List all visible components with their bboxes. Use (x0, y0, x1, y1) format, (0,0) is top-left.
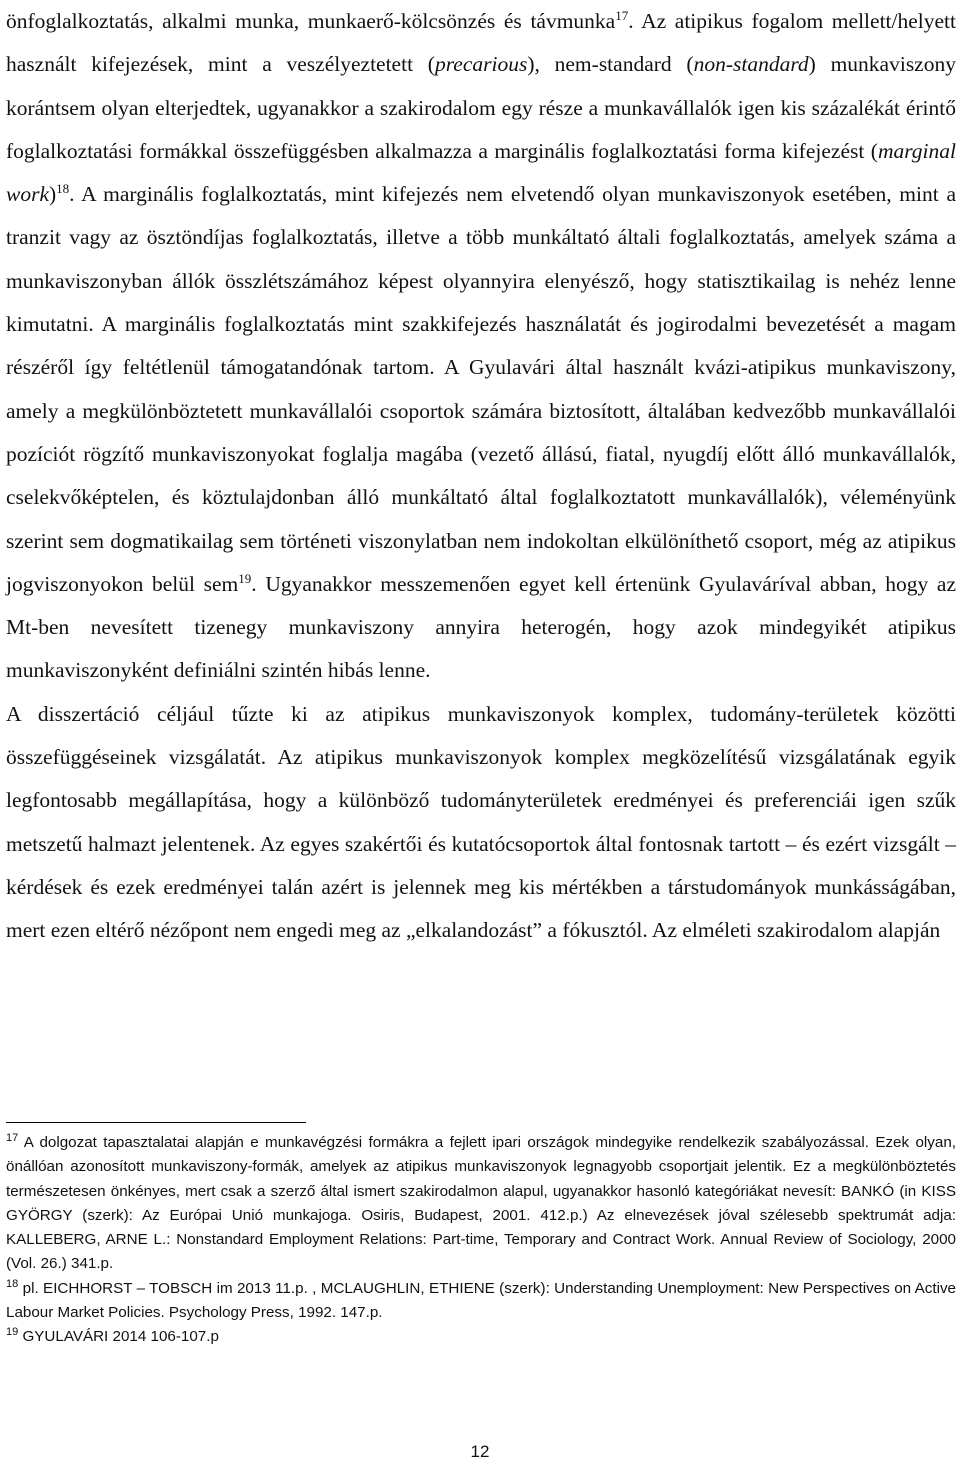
paragraph-2: A disszertáció céljául tűzte ki az atipikus munkaviszonyok komplex, tudomány-területek közötti összefüggéseinek vizsgálatát. Az atipikus munkaviszonyok komplex megközelítésű vizsgálatának egyik legfontosabb megállapítása, hogy a különböző tudományterületek eredményei és preferenciái igen szűk metszetű halmazt jelentenek. Az egyes szakértői és kutatócsoportok által fontosnak tartott – és ezért vizsgált – kérdések és ezek eredményei talán azért is jelennek meg kis mértékben a társtudományok munkásságában, mert ezen eltérő nézőpont nem engedi meg az „elkalandozást” a fókusztól. Az elméleti szakirodalom alapján (6, 701, 956, 943)
text-run: . Az atipikus fogalom mellett/helyett használt kifejezések, mint a veszélyeztetett ( (6, 9, 956, 77)
text-run: . Ugyanakkor messzemenően egyet kell értenünk Gyulaváríval abban, hogy az Mt-ben nevesített tizenegy munkaviszony annyira heterogén, hogy azok mindegyikét atipikus munkaviszonyként definiálni szintén hibás lenne. (6, 571, 957, 683)
text-run: önfoglalkoztatás, alkalmi munka, munkaerő-kölcsönzés és távmunka (6, 9, 616, 33)
footnote-text: A dolgozat tapasztalatai alapján e munkavégzési formákra a fejlett ipari országok mindegyike rendelkezik szabályozással. Ezek olyan, önállóan azonosított munkaviszony-formák, amelyek az atipikus munkaviszonyok legnagyobb csoportjait jelentik. Ez a megkülönböztetés természetesen önkényes, mert csak a szerző által ismert szakirodalmon alapul, ugyanakkor hasonló kategóriákat nevesít: BANKÓ (in KISS GYÖRGY (szerk): Az Európai Unió munkajoga. Osiris, Budapest, 2001. 412.p.) Az elnevezések jóval szélesebb spektrumát adja: KALLEBERG, ARNE L.: Nonstandard Employment Relations: Part-time, Temporary and Contract Work. Annual Review of Sociology, 2000 (Vol. 26.) 341.p. (6, 1134, 956, 1273)
text-run: ) munkaviszony korántsem olyan elterjedtek, ugyanakkor a szakirodalom egy része a munkavállalók igen kis százalékát érintő foglalkoztatási formákkal összefüggésben alkalmazza a marginális foglalkoztatási forma kifejezést ( (6, 52, 956, 163)
footnote-mark: 18 (6, 1277, 19, 1290)
text-run: . A marginális foglalkoztatás, mint kifejezés nem elvetendő olyan munkaviszonyok esetében, mint a tranzit vagy az ösztöndíjas foglalkoztatás, illetve a több munkáltató általi foglalkoztatás, amelyek száma a munkaviszonyban állók összlétszámához képest olyannyira elenyésző, hogy statisztikailag is nehéz lenne kimutatni. A marginális foglalkoztatás mint szakkifejezés használatát és jogirodalmi bevezetését a magam részéről így feltétlenül támogatandónak tartom. A Gyulavári által használt kvázi-atipikus munkaviszony, amely a megkülönböztetett munkavállalói csoportok számára biztosított, általában kedvezőbb munkavállalói pozíciót rögzítő munkaviszonyokat foglalja magába (vezető állású, fiatal, nyugdíj előtt álló munkavállalók, cselekvőképtelen, és köztulajdonban álló munkáltató által foglalkoztatott munkavállalók), véleményünk szerint sem dogmatikailag sem történeti viszonylatban nem indokoltan elkülöníthető csoport, még az atipikus jogviszonyokon belül sem (6, 182, 956, 596)
footnote-mark: 17 (6, 1131, 19, 1144)
paragraph-1 (6, 0, 956, 693)
footnote-text: pl. EICHHORST – TOBSCH im 2013 11.p. , MCLAUGHLIN, ETHIENE (szerk): Understanding Unemployment: New Perspectives on Active Labour Market Policies. Psychology Press, 1992. 147.p. (6, 1279, 956, 1322)
footnote-ref-17[interactable]: 17 (615, 7, 629, 23)
main-text (6, 0, 956, 953)
footnote-text: GYULAVÁRI 2014 106-107.p (18, 1328, 219, 1346)
text-run: ) (49, 182, 57, 207)
footnote-separator (6, 1122, 306, 1123)
text-run: ), nem-standard ( (527, 52, 694, 77)
footnotes (6, 1131, 956, 1350)
term-non-standard: non-standard (693, 52, 809, 77)
footnote-mark: 19 (6, 1326, 19, 1339)
footnote-17 (6, 1131, 956, 1277)
term-precarious: precarious (434, 52, 528, 77)
footnote-19 (6, 1325, 956, 1349)
footnote-ref-18[interactable]: 18 (56, 181, 70, 197)
term-marginal-work: marginal work (6, 138, 956, 207)
page-number: 12 (470, 1442, 490, 1461)
footnote-ref-19[interactable]: 19 (238, 570, 252, 586)
footnote-18 (6, 1277, 956, 1326)
